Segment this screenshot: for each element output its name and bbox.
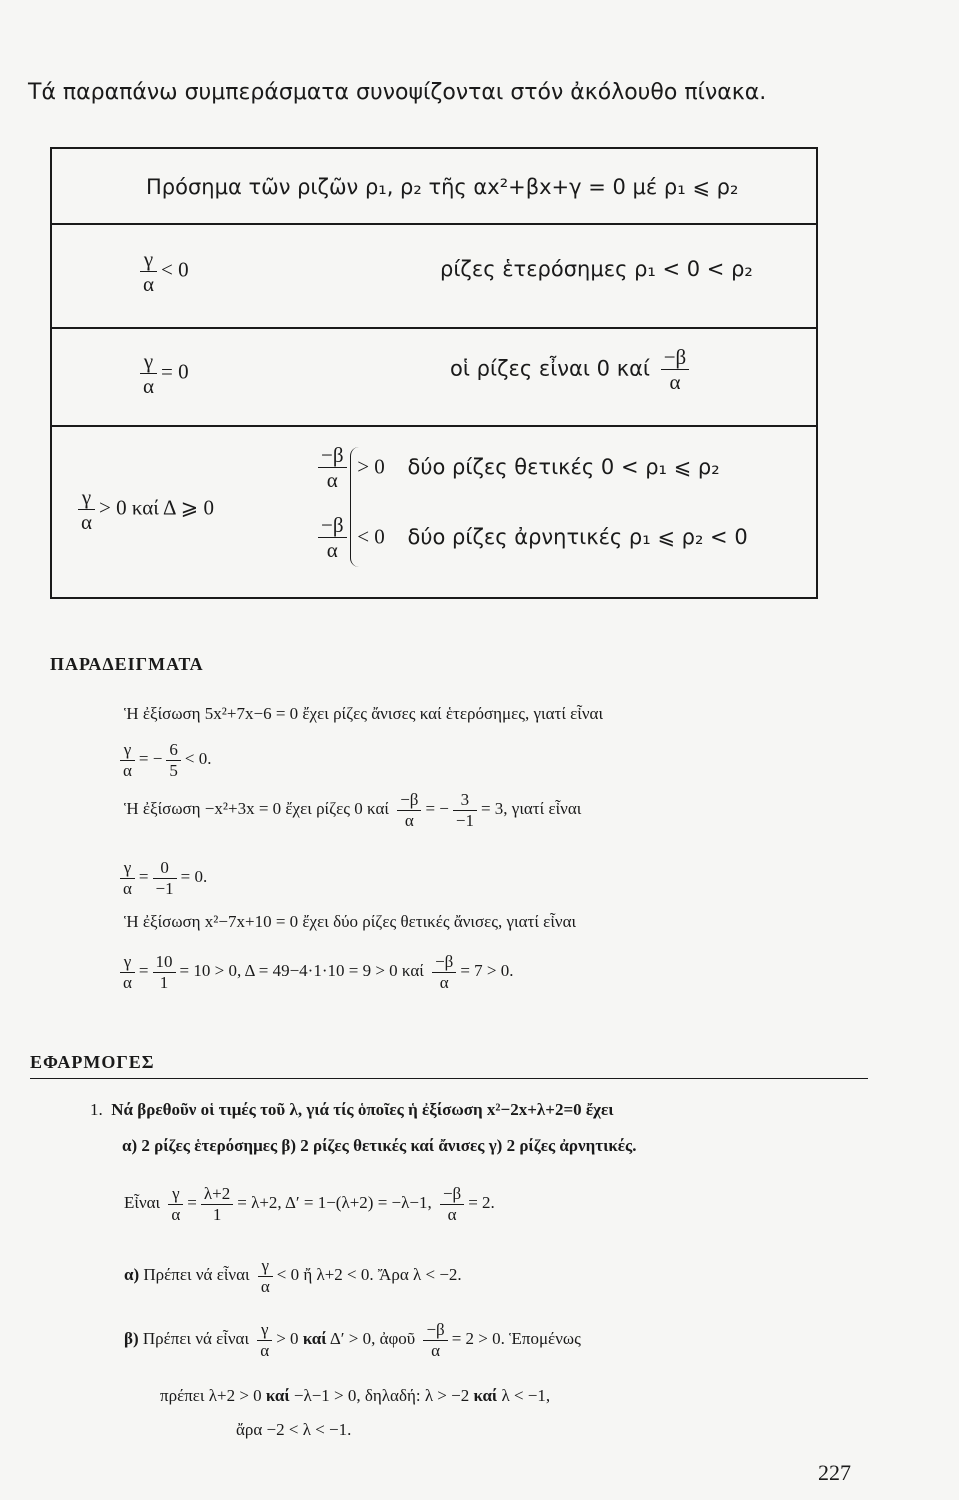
problem1-line2: α) 2 ρίζες ἑτερόσημες β) 2 ρίζες θετικές καί ἄνισες γ) 2 ρίζες ἀρνητικές. <box>122 1136 637 1155</box>
page-number: 227 <box>818 1460 851 1485</box>
solution-a: α) Πρέπει νά εἶναι $\frac{\gamma}{\alpha}$ < 0 ἤ λ+2 < 0. Ἄρα λ < −2. <box>124 1256 462 1296</box>
table-divider <box>52 223 816 225</box>
applications-rule <box>30 1078 868 1079</box>
example1-line2: $\frac{\gamma}{\alpha}$ = − $\frac{6}{5}$ < 0. <box>116 740 211 780</box>
table-divider <box>52 425 816 427</box>
applications-heading: ΕΦΑΡΜΟΓΕΣ <box>30 1052 155 1072</box>
intro-text: Τά παραπάνω συμπεράσματα συνοψίζονται στόν ἀκόλουθο πίνακα. <box>28 80 767 105</box>
problem1-line1: 1. Νά βρεθοῦν οἱ τιμές τοῦ λ, γιά τίς ὁποῖες ἡ ἐξίσωση x²−2x+λ+2=0 ἔχει <box>90 1100 614 1119</box>
example2-line1: Ἡ ἐξίσωση −x²+3x = 0 ἔχει ρίζες 0 καί $\frac{-\beta}{\alpha}$ = − $\frac{3}{-1}$ = 3, γιατί εἶναι <box>124 790 582 830</box>
example2-line2: $\frac{\gamma}{\alpha}$ = $\frac{0}{-1}$ = 0. <box>116 858 207 898</box>
solution-b-line3: ἄρα −2 < λ < −1. <box>236 1420 352 1439</box>
table-header: Πρόσημα τῶν ριζῶν ρ₁, ρ₂ τῆς αx²+βx+γ = 0 μέ ρ₁ ⩽ ρ₂ <box>146 175 739 199</box>
examples-heading: ΠΑΡΑΔΕΙΓΜΑΤΑ <box>50 654 204 674</box>
solution-line: Εἶναι $\frac{\gamma}{\alpha}$ = $\frac{\lambda+2}{1}$ = λ+2, Δ′ = 1−(λ+2) = −λ−1, $\frac{-\beta}{\alpha}$ = 2. <box>124 1184 495 1224</box>
example3-line2: $\frac{\gamma}{\alpha}$ = $\frac{10}{1}$ = 10 > 0, Δ = 49−4·1·10 = 9 > 0 καί $\frac{-\beta}{\alpha}$ = 7 > 0. <box>116 952 514 992</box>
sign-table <box>50 147 818 599</box>
table-divider <box>52 327 816 329</box>
row1-result: ρίζες ἑτερόσημες ρ₁ < 0 < ρ₂ <box>440 257 753 281</box>
solution-b-line2: πρέπει λ+2 > 0 καί −λ−1 > 0, δηλαδή: λ > −2 καί λ < −1, <box>160 1386 551 1405</box>
row3-sub1: $\frac{-\beta}{\alpha}$ > 0 δύο ρίζες θετικές 0 < ρ₁ ⩽ ρ₂ <box>314 443 720 492</box>
row3-sub2: $\frac{-\beta}{\alpha}$ < 0 δύο ρίζες ἀρνητικές ρ₁ ⩽ ρ₂ < 0 <box>314 513 748 562</box>
solution-b: β) Πρέπει νά εἶναι $\frac{\gamma}{\alpha}$ > 0 καί Δ′ > 0, ἀφοῦ $\frac{-\beta}{\alpha}$ = 2 > 0. Ἑπομένως <box>124 1320 581 1360</box>
example3-line1: Ἡ ἐξίσωση x²−7x+10 = 0 ἔχει δύο ρίζες θετικές ἄνισες, γιατί εἶναι <box>124 912 577 931</box>
example1-line1: Ἡ ἐξίσωση 5x²+7x−6 = 0 ἔχει ρίζες ἄνισες καί ἑτερόσημες, γιατί εἶναι <box>124 704 604 723</box>
row2-result: οἱ ρίζες εἶναι 0 καί $\frac{-\beta}{\alpha}$ <box>450 345 693 394</box>
row2-condition: $\frac{\gamma}{\alpha}$ = 0 <box>136 349 189 398</box>
row3-condition: $\frac{\gamma}{\alpha}$ > 0 καί Δ ⩾ 0 <box>74 485 214 534</box>
row1-condition: $\frac{\gamma}{\alpha}$ < 0 <box>136 247 189 296</box>
